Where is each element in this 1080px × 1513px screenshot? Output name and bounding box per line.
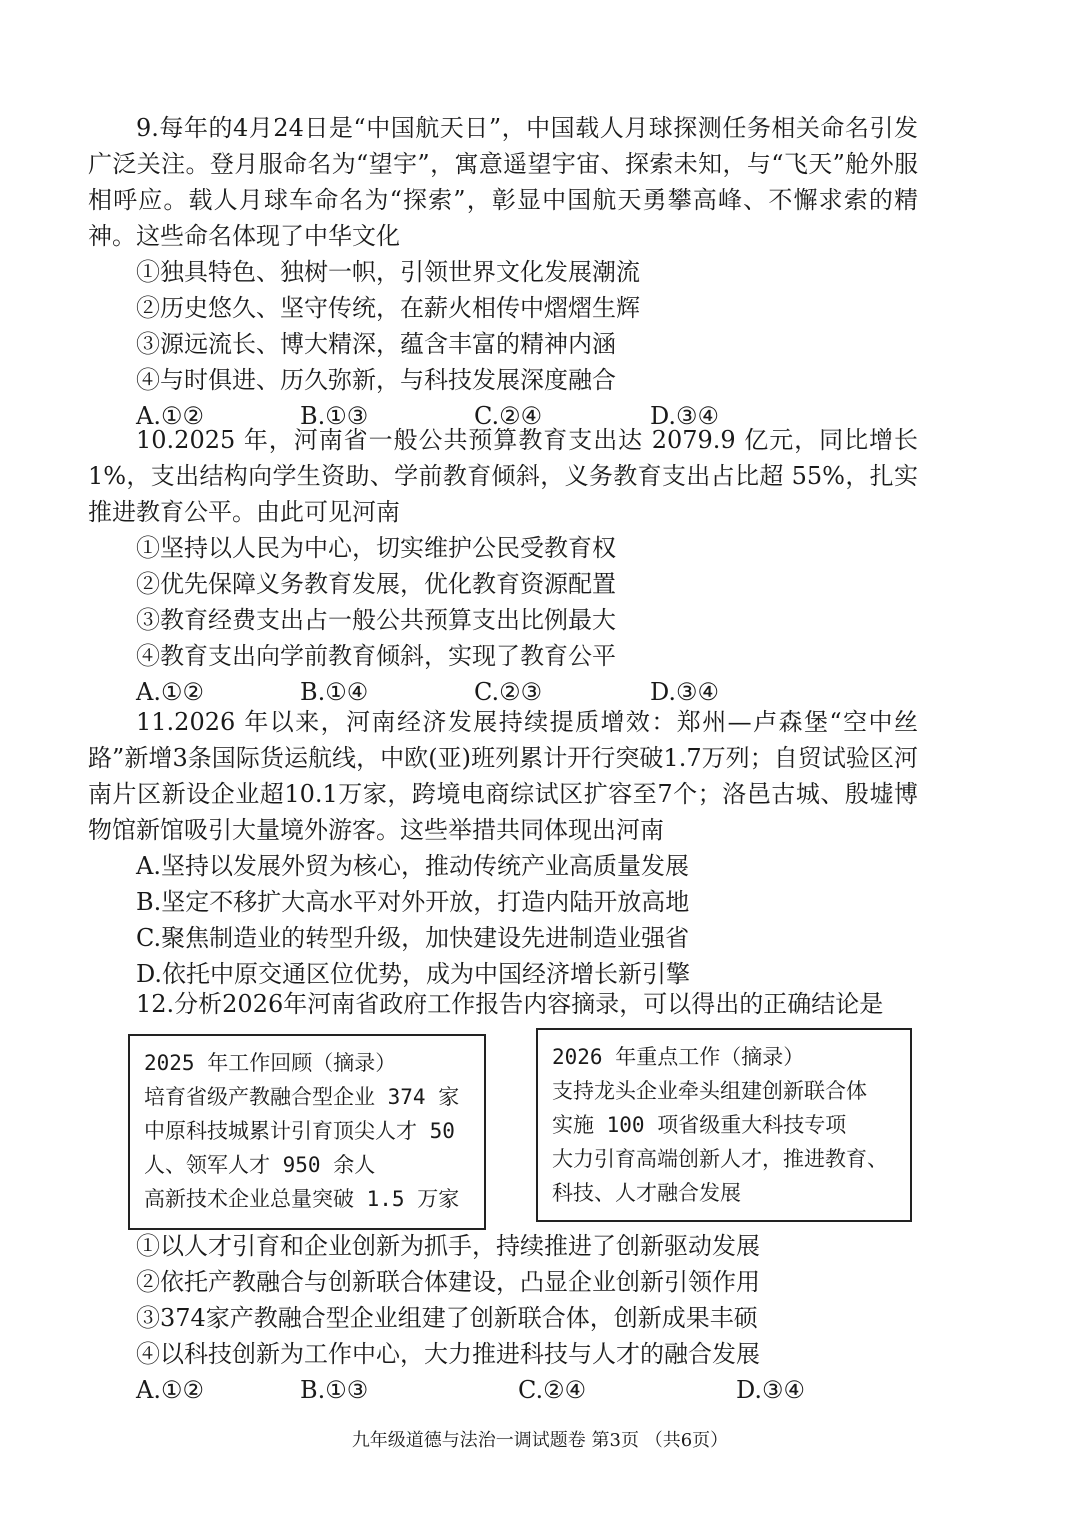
- key-work-line: 大力引育高端创新人才，推进教育、: [552, 1147, 888, 1171]
- question-9-statement-1: ①独具特色、独树一帜，引领世界文化发展潮流: [136, 258, 640, 286]
- question-9-choice-b: B.①③: [300, 402, 369, 430]
- question-11-option-c: C.聚焦制造业的转型升级，加快建设先进制造业强省: [136, 924, 690, 952]
- question-11-option-a: A.坚持以发展外贸为核心，推动传统产业高质量发展: [136, 852, 689, 880]
- question-12-statement-2: ②依托产教融合与创新联合体建设，凸显企业创新引领作用: [136, 1268, 760, 1296]
- question-12-choice-a: A.①②: [136, 1376, 204, 1404]
- question-10-stem: 10.2025 年，河南省一般公共预算教育支出达 2079.9 亿元，同比增长1%，支出结构向学生资助、学前教育倾斜，义务教育支出占比超 55%，扎实推进教育公平。由此可见河南: [88, 426, 918, 526]
- question-10-statement-3: ③教育经费支出占一般公共预算支出比例最大: [136, 606, 616, 634]
- key-work-line: 支持龙头企业牵头组建创新联合体: [552, 1079, 867, 1103]
- page-footer: 九年级道德与法治一调试题卷 第3页 （共6页）: [351, 1430, 729, 1451]
- question-9-choice-d: D.③④: [650, 402, 720, 430]
- question-10-choice-a: A.①②: [136, 678, 204, 706]
- question-12-choice-c: C.②④: [518, 1376, 587, 1404]
- question-12-stem: 12.分析2026年河南省政府工作报告内容摘录，可以得出的正确结论是: [136, 990, 884, 1018]
- question-11-stem: 11.2026 年以来，河南经济发展持续提质增效：郑州—卢森堡“空中丝路”新增3条国际货运航线，中欧(亚)班列累计开行突破1.7万列；自贸试验区河南片区新设企业超10.1万家，跨境电商综试区扩容至7个；洛邑古城、殷墟博物馆新馆吸引大量境外游客。这些举措共同体现出河南: [88, 708, 918, 844]
- question-10: [88, 422, 918, 710]
- question-12-statement-1: ①以人才引育和企业创新为抓手，持续推进了创新驱动发展: [136, 1232, 760, 1260]
- question-9-choice-a: A.①②: [136, 402, 204, 430]
- question-10-choice-b: B.①④: [300, 678, 369, 706]
- question-10-choice-d: D.③④: [650, 678, 720, 706]
- question-12-answers: [88, 1228, 918, 1408]
- question-9: [88, 110, 918, 434]
- question-12-choices: [88, 1372, 918, 1408]
- key-work-box: [536, 1028, 912, 1222]
- work-review-title: 2025 年工作回顾（摘录）: [144, 1051, 397, 1075]
- question-11-option-d: D.依托中原交通区位优势，成为中国经济增长新引擎: [136, 960, 691, 988]
- work-review-line: 培育省级产教融合型企业 374 家: [144, 1085, 460, 1109]
- question-9-statement-3: ③源远流长、博大精深，蕴含丰富的精神内涵: [136, 330, 616, 358]
- key-work-line: 实施 100 项省级重大科技专项: [552, 1113, 847, 1137]
- question-9-choice-c: C.②④: [474, 402, 543, 430]
- key-work-title: 2026 年重点工作（摘录）: [552, 1045, 805, 1069]
- work-review-line: 高新技术企业总量突破 1.5 万家: [144, 1187, 460, 1211]
- work-review-line: 中原科技城累计引育顶尖人才 50: [144, 1119, 455, 1143]
- question-12-statement-4: ④以科技创新为工作中心，大力推进科技与人才的融合发展: [136, 1340, 760, 1368]
- question-9-stem: 9.每年的4月24日是“中国航天日”，中国载人月球探测任务相关命名引发广泛关注。登月服命名为“望宇”，寓意遥望宇宙、探索未知，与“飞天”舱外服相呼应。载人月球车命名为“探索”，彰显中国航天勇攀高峰、不懈求索的精神。这些命名体现了中华文化: [88, 114, 918, 250]
- question-10-choice-c: C.②③: [474, 678, 543, 706]
- question-12: [88, 986, 918, 1022]
- question-12-statement-3: ③374家产教融合型企业组建了创新联合体，创新成果丰硕: [136, 1304, 758, 1332]
- work-review-box: [128, 1034, 486, 1230]
- question-10-statement-1: ①坚持以人民为中心，切实维护公民受教育权: [136, 534, 616, 562]
- question-9-statement-4: ④与时俱进、历久弥新，与科技发展深度融合: [136, 366, 616, 394]
- question-12-choice-b: B.①③: [300, 1376, 369, 1404]
- question-10-statement-2: ②优先保障义务教育发展，优化教育资源配置: [136, 570, 616, 598]
- question-11-option-b: B.坚定不移扩大高水平对外开放，打造内陆开放高地: [136, 888, 690, 916]
- question-9-statement-2: ②历史悠久、坚守传统，在薪火相传中熠熠生辉: [136, 294, 640, 322]
- question-11: [88, 704, 918, 992]
- key-work-line: 科技、人才融合发展: [552, 1181, 741, 1205]
- question-10-statement-4: ④教育支出向学前教育倾斜，实现了教育公平: [136, 642, 616, 670]
- question-12-choice-d: D.③④: [736, 1376, 806, 1404]
- work-review-line: 人、领军人才 950 余人: [144, 1153, 376, 1177]
